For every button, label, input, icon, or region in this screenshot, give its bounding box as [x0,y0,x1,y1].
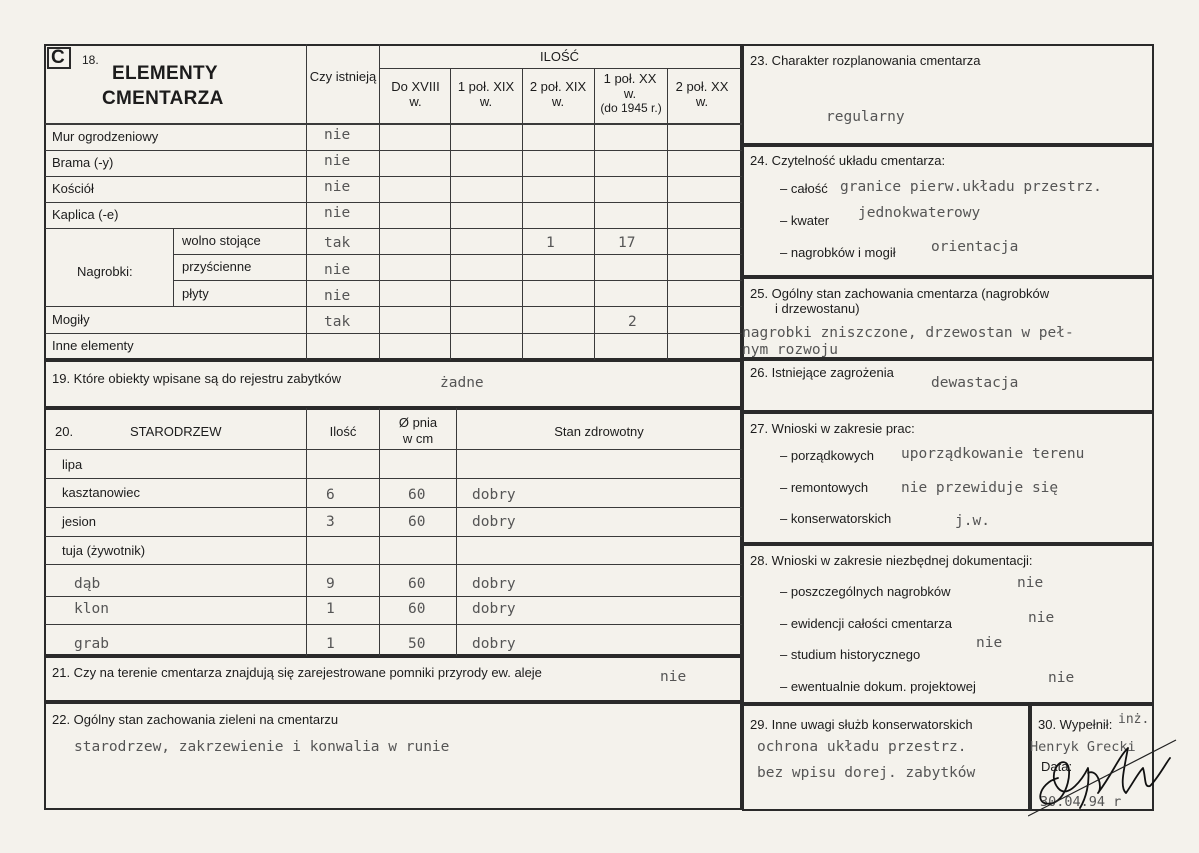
section-28-item-1-label: – ewidencji całości cmentarza [780,616,952,631]
tree-name-lipa: lipa [62,457,83,472]
tree-health-kasztanowiec: dobry [472,487,516,503]
tree-name-dab: dąb [74,576,101,592]
tree-health-jesion: dobry [472,514,516,530]
tree-name-klon: klon [74,601,109,617]
signature [1028,728,1178,818]
section-24-nagrobki-value: orientacja [931,239,1019,255]
section-18-title-line1: ELEMENTY [112,63,218,84]
section-28-item-2-label: – studium historycznego [780,647,921,662]
row-exists-brama: nie [324,153,351,169]
section-24-calosc-value: granice pierw.układu przestrz. [840,179,1102,195]
section-27-kons-value: j.w. [955,513,990,529]
section-19-label: 19. Które obiekty wpisane są do rejestru zabytków [52,371,342,386]
tree-health-dab: dobry [472,576,516,592]
section-27-remont-value: nie przewiduje się [901,480,1059,496]
section-20-col-diam-2: w cm [402,431,434,446]
section-18-number: 18. [82,53,99,67]
row-label-inne: Inne elementy [52,338,134,353]
row-label-brama: Brama (-y) [52,155,114,170]
section-26-value: dewastacja [931,375,1019,391]
section-19-value: żadne [440,375,484,391]
tree-diam-dab: 60 [408,576,426,592]
section-20-col-diam-1: Ø pnia [398,415,438,430]
section-27-label: 27. Wnioski w zakresie prac: [750,421,915,436]
tree-qty-klon: 1 [326,601,335,617]
row-wolno-1pol20: 17 [618,235,636,251]
section-18-title-line2: CMENTARZA [102,88,224,109]
section-letter: C [51,47,65,68]
tree-name-jesion: jesion [62,514,96,529]
tree-qty-kasztanowiec: 6 [326,487,335,503]
col-header-period-4: 2 poł. XX w. [675,79,729,109]
section-24-label: 24. Czytelność układu cmentarza: [750,153,946,168]
section-28-item-0-label: – poszczególnych nagrobków [780,584,951,599]
row-label-kaplica: Kaplica (-e) [52,207,119,222]
section-28-label: 28. Wnioski w zakresie niezbędnej dokumentacji: [750,553,1033,568]
row-wolno-2pol19: 1 [546,235,555,251]
section-23-value: regularny [826,109,905,125]
row-exists-przyscienne: nie [324,262,351,278]
section-30-date-label: Data: [1041,759,1073,774]
col-header-exists: Czy istnieją [309,69,377,84]
section-25-label-2: i drzewostanu) [775,301,860,316]
section-27-porz-label: – porządkowych [780,448,874,463]
section-20-col-health: Stan zdrowotny [554,424,644,439]
section-24-nagrobki-label: – nagrobków i mogił [780,245,896,260]
section-29-value-1: ochrona układu przestrz. [757,739,967,755]
col-header-period-0: Do XVIII w. [391,79,440,109]
section-29-label: 29. Inne uwagi służb konserwatorskich [750,717,973,732]
row-label-plyty: płyty [182,286,209,301]
row-exists-kosciol: nie [324,179,351,195]
col-header-ilosc: ILOŚĆ [539,49,579,64]
section-26-label: 26. Istniejące zagrożenia [750,365,894,380]
col-header-period-3: 1 poł. XX w. [603,71,657,101]
section-24-kwater-value: jednokwaterowy [858,205,981,221]
section-24-kwater-label: – kwater [780,213,830,228]
row-label-kosciol: Kościół [52,181,94,196]
tree-health-klon: dobry [472,601,516,617]
section-27-kons-label: – konserwatorskich [780,511,892,526]
row-label-nagrobki: Nagrobki: [77,264,133,279]
tree-qty-grab: 1 [326,636,335,652]
row-exists-plyty: nie [324,288,351,304]
tree-name-tuja: tuja (żywotnik) [62,543,146,558]
row-exists-mur: nie [324,127,351,143]
col-header-period-1: 1 poł. XIX w. [457,79,515,109]
section-30-title-value: inż. [1118,712,1150,727]
section-30-label: 30. Wypełnił: [1038,717,1113,732]
tree-name-grab: grab [74,636,109,652]
row-label-wolno: wolno stojące [182,233,261,248]
section-28-item-1-value: nie [1028,610,1055,626]
section-30-name-value: Henryk Grecki [1030,739,1136,755]
section-23-label: 23. Charakter rozplanowania cmentarza [750,53,981,68]
col-header-period-3-note: (do 1945 r.) [600,101,662,115]
section-20-number: 20. [55,424,74,439]
tree-health-grab: dobry [472,636,516,652]
section-30-date-value: 30.04.94 r [1040,794,1122,810]
section-29-value-2: bez wpisu dorej. zabytków [757,765,976,781]
section-28-item-0-value: nie [1017,575,1044,591]
section-27-porz-value: uporządkowanie terenu [901,446,1085,462]
section-21-value: nie [660,669,687,685]
section-20-title: STARODRZEW [130,424,222,439]
tree-diam-jesion: 60 [408,514,426,530]
section-25-value-1: nagrobki zniszczone, drzewostan w peł- [742,325,1074,341]
section-24-calosc-label: – całość [780,181,828,196]
tree-name-kasztanowiec: kasztanowiec [62,485,141,500]
row-exists-wolno: tak [324,235,351,251]
col-header-period-2: 2 poł. XIX w. [529,79,587,109]
section-28-item-2-value: nie [976,635,1003,651]
section-25-value-2: nym rozwoju [742,342,839,358]
section-22-value: starodrzew, zakrzewienie i konwalia w runie [74,739,450,755]
tree-diam-grab: 50 [408,636,426,652]
section-20-col-qty: Ilość [329,424,357,439]
row-label-mur: Mur ogrodzeniowy [52,129,159,144]
section-28-item-3-label: – ewentualnie dokum. projektowej [780,679,976,694]
tree-diam-kasztanowiec: 60 [408,487,426,503]
tree-qty-dab: 9 [326,576,335,592]
section-25-label-1: 25. Ogólny stan zachowania cmentarza (nagrobków [750,286,1050,301]
section-21-label: 21. Czy na terenie cmentarza znajdują się zarejestrowane pomniki przyrody ew. aleje [52,665,542,680]
tree-qty-jesion: 3 [326,514,335,530]
tree-diam-klon: 60 [408,601,426,617]
row-mogily-1pol20: 2 [628,314,637,330]
section-22-label: 22. Ogólny stan zachowania zieleni na cmentarzu [52,712,339,727]
row-exists-mogily: tak [324,314,351,330]
section-28-item-3-value: nie [1048,670,1075,686]
section-27-remont-label: – remontowych [780,480,869,495]
row-label-przyscienne: przyścienne [182,259,252,274]
row-exists-kaplica: nie [324,205,351,221]
row-label-mogily: Mogiły [52,312,90,327]
